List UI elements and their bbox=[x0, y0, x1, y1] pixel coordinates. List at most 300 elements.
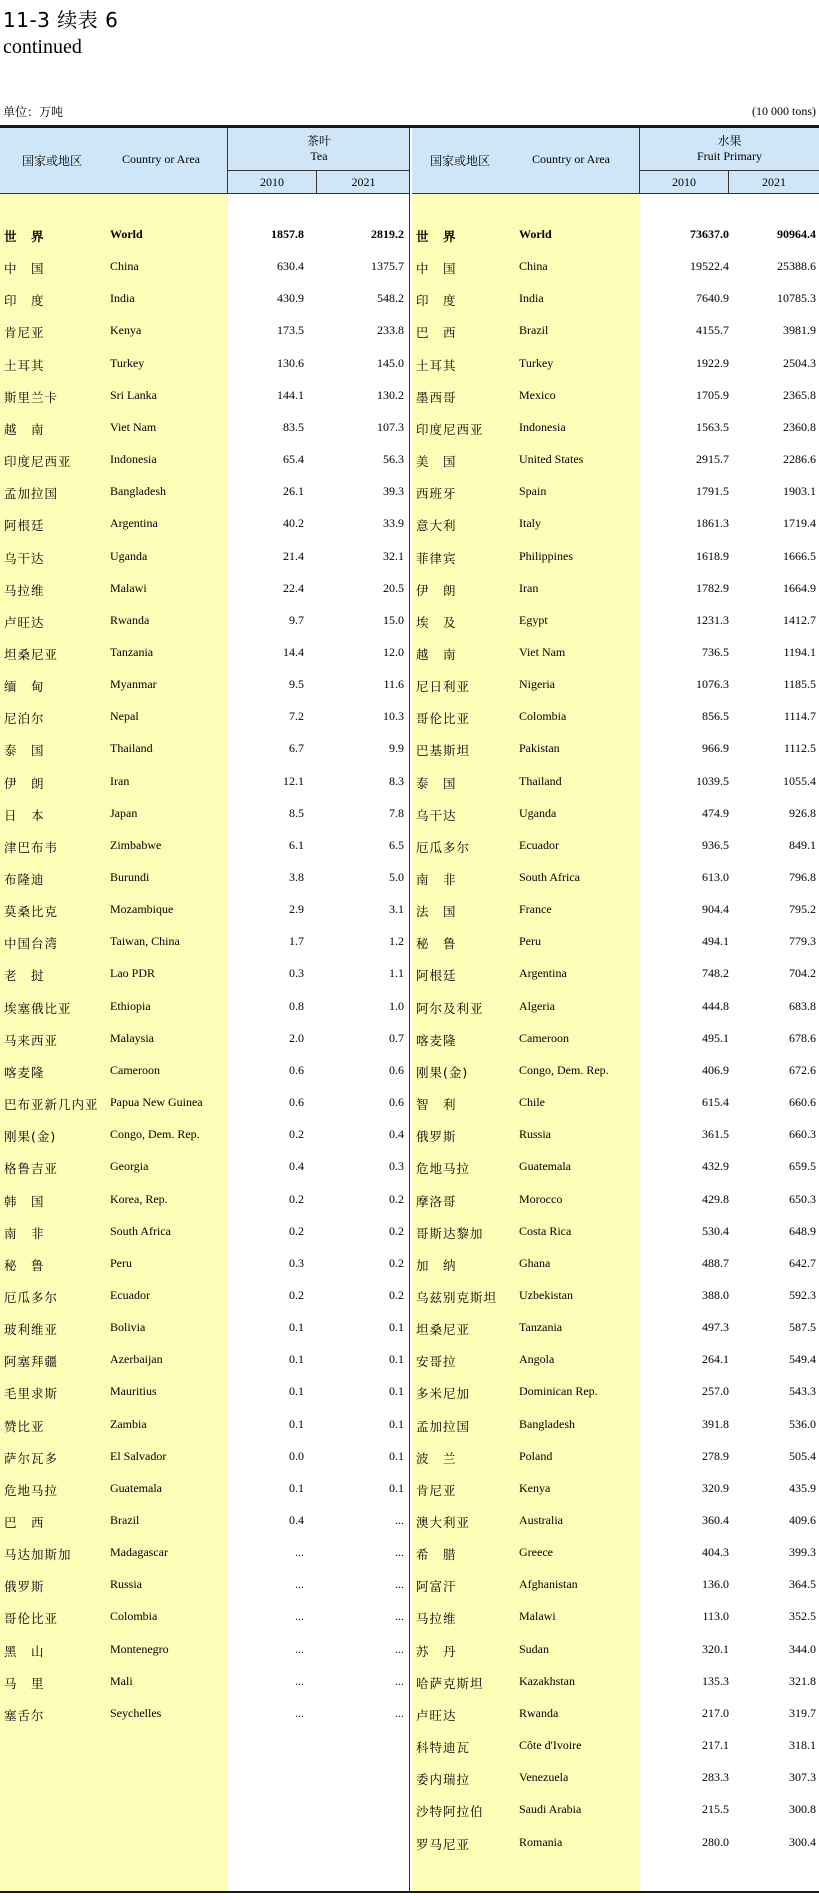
value-2021: 7.8 bbox=[389, 805, 404, 820]
country-name-en: Ecuador bbox=[110, 1287, 150, 1302]
table-row bbox=[412, 516, 819, 548]
value-2021: 2360.8 bbox=[783, 419, 816, 434]
table-row bbox=[0, 774, 410, 806]
country-name-cn: 阿根廷 bbox=[416, 968, 457, 984]
table-row bbox=[412, 1288, 819, 1320]
value-2010: 748.2 bbox=[702, 966, 729, 981]
value-2010: 904.4 bbox=[702, 902, 729, 917]
country-name-cn: 巴基斯坦 bbox=[416, 743, 471, 759]
table-row bbox=[412, 420, 819, 452]
value-2010: 404.3 bbox=[702, 1545, 729, 1560]
table-row bbox=[412, 1770, 819, 1802]
value-2010: 83.5 bbox=[283, 419, 304, 434]
value-2010: 0.4 bbox=[289, 1159, 304, 1174]
country-name-cn: 哥伦比亚 bbox=[4, 1611, 59, 1627]
country-name-en: South Africa bbox=[519, 870, 580, 884]
country-name-en: Costa Rica bbox=[519, 1223, 572, 1238]
country-name-cn: 喀麦隆 bbox=[4, 1064, 45, 1080]
value-2021: 409.6 bbox=[789, 1513, 816, 1527]
value-2010: ... bbox=[295, 1545, 304, 1560]
value-2021: 642.7 bbox=[789, 1255, 816, 1270]
value-2010: 0.2 bbox=[289, 1191, 304, 1206]
table-row bbox=[0, 420, 410, 452]
table-row bbox=[0, 1706, 410, 1738]
country-name-en: Montenegro bbox=[110, 1641, 169, 1656]
value-2010: 7640.9 bbox=[696, 291, 729, 306]
value-2021: 1194.1 bbox=[783, 644, 816, 659]
table-row bbox=[412, 1320, 819, 1352]
value-2010: 0.6 bbox=[289, 1062, 304, 1077]
country-name-cn: 苏 丹 bbox=[416, 1643, 457, 1659]
value-2010: 1618.9 bbox=[696, 548, 729, 563]
table-row bbox=[412, 291, 819, 323]
value-2010: 1782.9 bbox=[696, 580, 729, 595]
table-row bbox=[0, 1288, 410, 1320]
value-2021: 704.2 bbox=[789, 966, 816, 981]
country-name-en: United States bbox=[519, 452, 584, 467]
country-name-cn: 印 度 bbox=[4, 293, 45, 309]
country-name-en: Australia bbox=[519, 1513, 563, 1527]
value-2021: 20.5 bbox=[383, 580, 404, 595]
table-row bbox=[0, 1095, 410, 1127]
value-2010: 3.8 bbox=[289, 870, 304, 884]
country-name-en: Sudan bbox=[519, 1641, 549, 1656]
country-name-cn: 乌干达 bbox=[416, 807, 457, 823]
value-2010: 474.9 bbox=[702, 805, 729, 820]
country-name-cn: 玻利维亚 bbox=[4, 1322, 59, 1338]
table-row bbox=[0, 484, 410, 516]
country-name-en: Peru bbox=[519, 934, 541, 949]
country-name-cn: 乌干达 bbox=[4, 550, 45, 566]
value-2021: 107.3 bbox=[377, 419, 404, 434]
country-name-en: Mali bbox=[110, 1673, 133, 1688]
value-2021: 318.1 bbox=[789, 1738, 816, 1753]
country-name-en: Viet Nam bbox=[519, 644, 566, 659]
value-2021: 0.1 bbox=[389, 1384, 404, 1399]
country-name-en: Guatemala bbox=[110, 1480, 162, 1495]
value-2010: 0.2 bbox=[289, 1287, 304, 1302]
country-name-en: Venezuela bbox=[519, 1770, 569, 1785]
table-row bbox=[0, 966, 410, 998]
value-2021: 2819.2 bbox=[371, 227, 404, 241]
country-name-en: Indonesia bbox=[519, 419, 566, 434]
value-2010: 2915.7 bbox=[696, 452, 729, 467]
table-row bbox=[412, 966, 819, 998]
table-row bbox=[0, 1192, 410, 1224]
country-name-en: Georgia bbox=[110, 1159, 149, 1174]
country-name-en: Peru bbox=[110, 1255, 132, 1270]
table-row bbox=[0, 934, 410, 966]
country-name-cn: 澳大利亚 bbox=[416, 1515, 471, 1530]
value-2010: 530.4 bbox=[702, 1223, 729, 1238]
country-name-en: Spain bbox=[519, 484, 547, 499]
value-2010: 494.1 bbox=[702, 934, 729, 949]
country-name-cn: 印度尼西亚 bbox=[4, 454, 72, 470]
tea-header-cell bbox=[228, 128, 410, 194]
value-2010: 495.1 bbox=[702, 1030, 729, 1045]
value-2021: 659.5 bbox=[789, 1159, 816, 1174]
country-name-cn: 土耳其 bbox=[4, 357, 45, 373]
country-name-en: Afghanistan bbox=[519, 1577, 578, 1592]
value-2010: 280.0 bbox=[702, 1834, 729, 1849]
value-2021: 344.0 bbox=[789, 1641, 816, 1656]
country-name-en: Rwanda bbox=[110, 612, 150, 627]
country-name-en: El Salvador bbox=[110, 1448, 167, 1463]
country-name-cn: 刚果(金) bbox=[416, 1064, 469, 1080]
table-row bbox=[0, 613, 410, 645]
country-name-en: Zimbabwe bbox=[110, 837, 162, 852]
country-name-en: Guatemala bbox=[519, 1159, 571, 1174]
value-2010: 432.9 bbox=[702, 1159, 729, 1174]
value-2021: 1412.7 bbox=[783, 612, 816, 627]
country-name-cn: 越 南 bbox=[4, 421, 45, 437]
country-name-cn: 塞舌尔 bbox=[4, 1707, 45, 1723]
country-header-en: Country or Area bbox=[122, 152, 200, 166]
country-name-en: India bbox=[110, 291, 135, 306]
country-name-cn: 泰 国 bbox=[4, 743, 45, 759]
country-name-en: World bbox=[519, 227, 552, 241]
value-2010: 0.1 bbox=[289, 1480, 304, 1495]
value-2010: 0.8 bbox=[289, 998, 304, 1013]
country-name-en: France bbox=[519, 902, 552, 917]
country-name-cn: 委内瑞拉 bbox=[416, 1772, 471, 1788]
fruit-header-cell bbox=[640, 128, 819, 194]
year-divider-line bbox=[640, 170, 819, 171]
country-name-en: Turkey bbox=[110, 355, 145, 370]
table-row bbox=[412, 1256, 819, 1288]
value-2021: 10785.3 bbox=[777, 291, 816, 306]
value-2010: 21.4 bbox=[283, 548, 304, 563]
unit-label-en: (10 000 tons) bbox=[752, 104, 816, 118]
country-name-cn: 卢旺达 bbox=[4, 614, 45, 630]
value-2010: 388.0 bbox=[702, 1287, 729, 1302]
value-2021: 3.1 bbox=[389, 902, 404, 917]
country-name-en: Kazakhstan bbox=[519, 1673, 575, 1688]
country-name-en: Russia bbox=[110, 1577, 143, 1592]
country-name-cn: 巴 西 bbox=[4, 1515, 45, 1530]
country-name-cn: 安哥拉 bbox=[416, 1354, 457, 1370]
table-row bbox=[412, 1127, 819, 1159]
value-2010: 14.4 bbox=[283, 644, 304, 659]
country-name-en: India bbox=[519, 291, 544, 306]
table-row bbox=[0, 902, 410, 934]
value-2021: 5.0 bbox=[389, 870, 404, 884]
value-2010: 0.1 bbox=[289, 1320, 304, 1335]
value-2010: 936.5 bbox=[702, 837, 729, 852]
table-row bbox=[0, 356, 410, 388]
value-2021: 660.3 bbox=[789, 1127, 816, 1142]
value-2021: ... bbox=[395, 1577, 404, 1592]
value-2021: 592.3 bbox=[789, 1287, 816, 1302]
table-row bbox=[412, 806, 819, 838]
value-2021: 3981.9 bbox=[783, 323, 816, 338]
table-row bbox=[412, 227, 819, 259]
country-header-en: Country or Area bbox=[532, 152, 610, 166]
table-row bbox=[412, 902, 819, 934]
country-name-en: Iran bbox=[110, 773, 130, 788]
country-name-en: Colombia bbox=[110, 1609, 158, 1624]
table-row bbox=[412, 1609, 819, 1641]
table-row bbox=[0, 677, 410, 709]
value-2010: 19522.4 bbox=[690, 259, 729, 274]
country-name-en: Indonesia bbox=[110, 452, 157, 467]
table-row bbox=[412, 1642, 819, 1674]
value-2010: 135.3 bbox=[702, 1673, 729, 1688]
country-name-en: Taiwan, China bbox=[110, 934, 180, 949]
table-row bbox=[412, 549, 819, 581]
country-name-cn: 加 纳 bbox=[416, 1257, 457, 1273]
value-2010: 215.5 bbox=[702, 1802, 729, 1817]
country-name-cn: 哈萨克斯坦 bbox=[416, 1675, 484, 1691]
value-2010: 278.9 bbox=[702, 1448, 729, 1463]
value-2010: 0.1 bbox=[289, 1352, 304, 1367]
country-name-cn: 西班牙 bbox=[416, 486, 457, 502]
country-name-en: Thailand bbox=[110, 741, 153, 756]
country-name-en: Morocco bbox=[519, 1191, 563, 1206]
value-2010: 856.5 bbox=[702, 709, 729, 724]
table-row bbox=[412, 388, 819, 420]
country-name-cn: 布隆迪 bbox=[4, 872, 45, 887]
table-row bbox=[0, 323, 410, 355]
value-2010: 320.9 bbox=[702, 1480, 729, 1495]
country-name-en: Mozambique bbox=[110, 902, 174, 917]
country-name-cn: 乌兹别克斯坦 bbox=[416, 1289, 498, 1305]
country-name-cn: 印度尼西亚 bbox=[416, 421, 484, 437]
value-2010: 26.1 bbox=[283, 484, 304, 499]
value-2021: ... bbox=[395, 1705, 404, 1720]
table-row bbox=[0, 1577, 410, 1609]
country-name-cn: 老 挝 bbox=[4, 968, 45, 984]
country-name-en: Tanzania bbox=[110, 644, 154, 659]
country-name-cn: 希 腊 bbox=[416, 1547, 457, 1563]
country-name-en: Lao PDR bbox=[110, 966, 155, 981]
country-name-cn: 秘 鲁 bbox=[4, 1257, 45, 1273]
table-row bbox=[412, 1706, 819, 1738]
fruit-header-en: Fruit Primary bbox=[697, 149, 762, 163]
country-name-en: Nepal bbox=[110, 709, 139, 724]
value-2021: 0.1 bbox=[389, 1352, 404, 1367]
value-2021: 672.6 bbox=[789, 1062, 816, 1077]
table-row bbox=[412, 709, 819, 741]
table-row bbox=[0, 1545, 410, 1577]
value-2021: 2504.3 bbox=[783, 355, 816, 370]
country-name-en: Russia bbox=[519, 1127, 552, 1142]
value-2010: 1705.9 bbox=[696, 387, 729, 402]
table-row bbox=[0, 259, 410, 291]
country-name-en: Bangladesh bbox=[110, 484, 166, 499]
value-2010: 1922.9 bbox=[696, 355, 729, 370]
table-row bbox=[0, 581, 410, 613]
value-2010: 1563.5 bbox=[696, 419, 729, 434]
country-name-cn: 罗马尼亚 bbox=[416, 1836, 471, 1852]
value-2010: 136.0 bbox=[702, 1577, 729, 1592]
value-2021: 0.2 bbox=[389, 1287, 404, 1302]
value-2021: ... bbox=[395, 1641, 404, 1656]
table-row bbox=[412, 1224, 819, 1256]
value-2010: 406.9 bbox=[702, 1062, 729, 1077]
value-2021: 10.3 bbox=[383, 709, 404, 724]
tea-header-en: Tea bbox=[310, 149, 328, 163]
table-row bbox=[412, 1031, 819, 1063]
country-name-cn: 阿尔及利亚 bbox=[416, 1000, 484, 1016]
country-name-cn: 土耳其 bbox=[416, 357, 457, 373]
value-2010: 320.1 bbox=[702, 1641, 729, 1656]
value-2021: 1055.4 bbox=[783, 773, 816, 788]
value-2010: 0.1 bbox=[289, 1416, 304, 1431]
country-name-cn: 马拉维 bbox=[4, 582, 45, 598]
country-name-en: Thailand bbox=[519, 773, 562, 788]
country-name-en: Korea, Rep. bbox=[110, 1191, 168, 1206]
country-header-cn: 国家或地区 bbox=[22, 154, 83, 168]
value-2021: 0.1 bbox=[389, 1448, 404, 1463]
country-name-cn: 泰 国 bbox=[416, 775, 457, 791]
table-row bbox=[0, 1449, 410, 1481]
table-row bbox=[412, 452, 819, 484]
table-row bbox=[412, 645, 819, 677]
value-2010: 736.5 bbox=[702, 644, 729, 659]
country-name-en: China bbox=[519, 259, 548, 274]
country-name-en: Ghana bbox=[519, 1255, 551, 1270]
country-name-en: Kenya bbox=[110, 323, 142, 338]
country-name-cn: 伊 朗 bbox=[416, 582, 457, 598]
value-2010: 0.0 bbox=[289, 1448, 304, 1463]
country-name-cn: 埃 及 bbox=[416, 614, 457, 630]
country-name-cn: 孟加拉国 bbox=[416, 1418, 471, 1434]
value-2021: 321.8 bbox=[789, 1673, 816, 1688]
country-name-cn: 摩洛哥 bbox=[416, 1193, 457, 1209]
country-name-cn: 韩 国 bbox=[4, 1193, 45, 1209]
country-name-en: Congo, Dem. Rep. bbox=[110, 1127, 200, 1142]
table-row bbox=[412, 1481, 819, 1513]
value-2021: 2286.6 bbox=[783, 452, 816, 467]
table-row bbox=[412, 1738, 819, 1770]
country-name-en: Papua New Guinea bbox=[110, 1095, 203, 1110]
country-name-cn: 菲律宾 bbox=[416, 550, 457, 566]
value-2010: ... bbox=[295, 1705, 304, 1720]
unit-label-cn: 单位：万吨 bbox=[3, 105, 64, 119]
value-2021: 779.3 bbox=[789, 934, 816, 949]
table-row bbox=[412, 999, 819, 1031]
value-2010: 2.0 bbox=[289, 1030, 304, 1045]
country-name-cn: 缅 甸 bbox=[4, 679, 45, 695]
country-name-cn: 哥斯达黎加 bbox=[416, 1225, 484, 1241]
country-name-en: Madagascar bbox=[110, 1545, 168, 1560]
value-2010: 361.5 bbox=[702, 1127, 729, 1142]
country-name-cn: 津巴布韦 bbox=[4, 839, 59, 855]
country-name-cn: 马 里 bbox=[4, 1675, 45, 1691]
value-2010: 217.0 bbox=[702, 1705, 729, 1720]
value-2021: ... bbox=[395, 1673, 404, 1688]
value-2021: 32.1 bbox=[383, 548, 404, 563]
country-name-cn: 厄瓜多尔 bbox=[416, 839, 471, 855]
table-row bbox=[0, 1384, 410, 1416]
value-2021: 0.1 bbox=[389, 1320, 404, 1335]
value-2010: 615.4 bbox=[702, 1095, 729, 1110]
country-name-en: Romania bbox=[519, 1834, 563, 1849]
value-2010: 6.1 bbox=[289, 837, 304, 852]
value-2021: 233.8 bbox=[377, 323, 404, 338]
country-name-cn: 尼泊尔 bbox=[4, 711, 45, 727]
country-name-cn: 中国台湾 bbox=[4, 936, 59, 952]
country-name-cn: 墨西哥 bbox=[416, 389, 457, 405]
value-2021: 0.2 bbox=[389, 1191, 404, 1206]
table-row bbox=[412, 323, 819, 355]
country-name-en: Cameroon bbox=[519, 1030, 569, 1045]
value-2010: 9.5 bbox=[289, 677, 304, 692]
value-2021: 650.3 bbox=[789, 1191, 816, 1206]
value-2021: 1114.7 bbox=[783, 709, 816, 724]
value-2021: 364.5 bbox=[789, 1577, 816, 1592]
country-name-en: Brazil bbox=[519, 323, 549, 338]
country-name-cn: 沙特阿拉伯 bbox=[416, 1804, 484, 1820]
table-row bbox=[412, 774, 819, 806]
value-2021: 1664.9 bbox=[783, 580, 816, 595]
value-2021: 536.0 bbox=[789, 1416, 816, 1431]
country-name-cn: 巴布亚新几内亚 bbox=[4, 1097, 99, 1113]
table-row bbox=[412, 1192, 819, 1224]
value-2021: 796.8 bbox=[789, 870, 816, 884]
value-2021: 0.6 bbox=[389, 1095, 404, 1110]
value-2010: 444.8 bbox=[702, 998, 729, 1013]
country-name-cn: 秘 鲁 bbox=[416, 936, 457, 952]
table-row bbox=[0, 549, 410, 581]
value-2021: 15.0 bbox=[383, 612, 404, 627]
country-name-en: Iran bbox=[519, 580, 539, 595]
value-2021: 56.3 bbox=[383, 452, 404, 467]
value-2010: 0.1 bbox=[289, 1384, 304, 1399]
value-2021: 1112.5 bbox=[783, 741, 816, 756]
value-2021: 549.4 bbox=[789, 1352, 816, 1367]
value-2021: 0.3 bbox=[389, 1159, 404, 1174]
country-name-en: Italy bbox=[519, 516, 541, 531]
country-name-cn: 哥伦比亚 bbox=[416, 711, 471, 727]
country-name-cn: 坦桑尼亚 bbox=[4, 646, 59, 662]
value-2010: 7.2 bbox=[289, 709, 304, 724]
country-name-cn: 萨尔瓦多 bbox=[4, 1450, 59, 1466]
value-2010: 9.7 bbox=[289, 612, 304, 627]
table-row bbox=[0, 709, 410, 741]
value-2010: 257.0 bbox=[702, 1384, 729, 1399]
value-2010: 360.4 bbox=[702, 1513, 729, 1527]
year-2010-header: 2010 bbox=[672, 175, 696, 189]
country-name-en: Pakistan bbox=[519, 741, 560, 756]
table-number-title: 11-3 续表 6 bbox=[3, 8, 119, 32]
country-name-cn: 印 度 bbox=[416, 293, 457, 309]
tea-header-cn: 茶叶 bbox=[306, 134, 331, 148]
value-2021: ... bbox=[395, 1513, 404, 1527]
value-2021: 678.6 bbox=[789, 1030, 816, 1045]
country-name-en: Japan bbox=[110, 805, 138, 820]
table-row bbox=[0, 227, 410, 259]
country-name-en: Argentina bbox=[110, 516, 158, 531]
country-name-en: Côte d'Ivoire bbox=[519, 1738, 582, 1753]
value-2021: 319.7 bbox=[789, 1705, 816, 1720]
table-row bbox=[0, 1127, 410, 1159]
table-row bbox=[0, 1609, 410, 1641]
country-name-cn: 危地马拉 bbox=[4, 1482, 59, 1498]
country-name-en: Mexico bbox=[519, 387, 556, 402]
country-name-cn: 孟加拉国 bbox=[4, 486, 59, 502]
table-row bbox=[412, 1513, 819, 1545]
table-row bbox=[412, 1802, 819, 1834]
value-2010: 264.1 bbox=[702, 1352, 729, 1367]
country-name-cn: 尼日利亚 bbox=[416, 679, 471, 695]
value-2021: 1.1 bbox=[389, 966, 404, 981]
value-2021: 0.2 bbox=[389, 1223, 404, 1238]
country-name-cn: 刚果(金) bbox=[4, 1129, 57, 1145]
country-name-cn: 世 界 bbox=[416, 229, 457, 244]
value-2010: 217.1 bbox=[702, 1738, 729, 1753]
